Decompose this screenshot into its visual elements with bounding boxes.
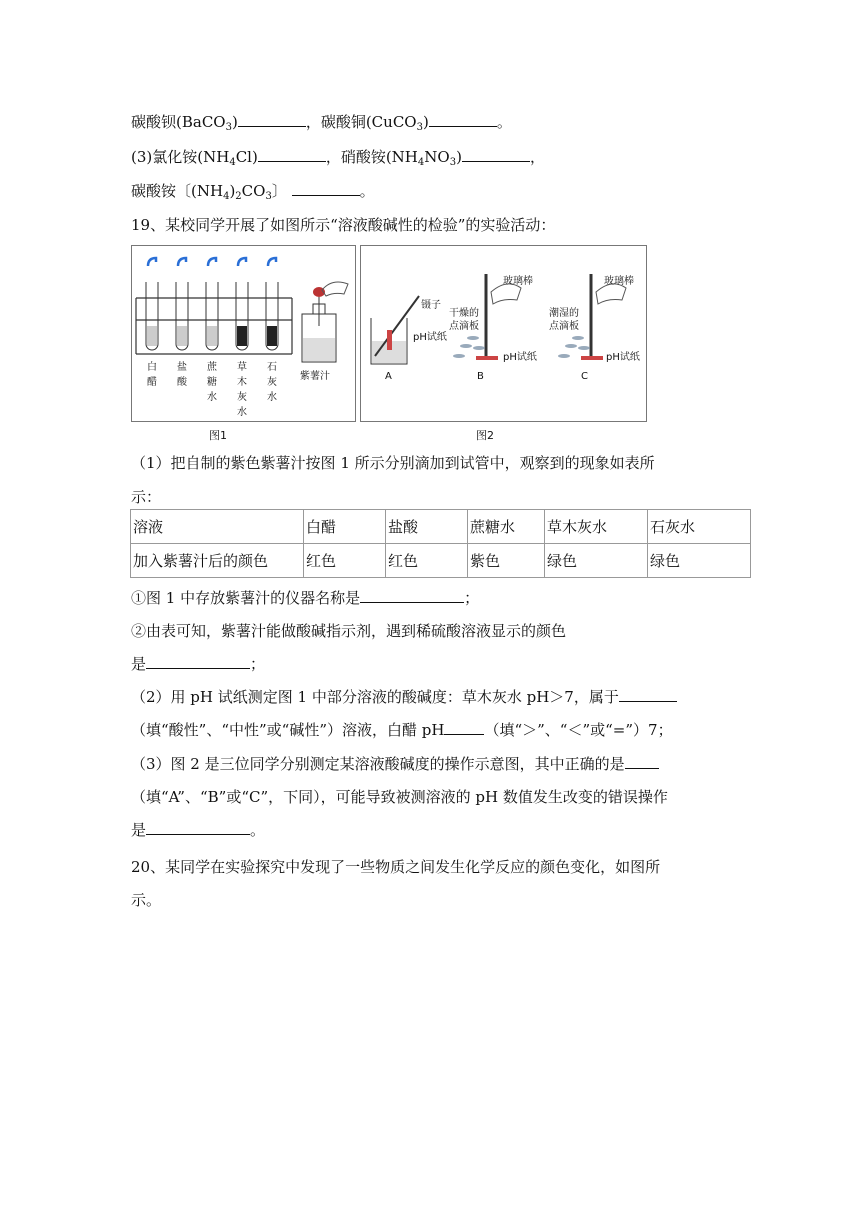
table-cell: 紫色: [468, 544, 545, 578]
answer-blank[interactable]: [292, 180, 360, 196]
question-20: 20、某同学在实验探究中发现了一些物质之间发生化学反应的颜色变化，如图所: [131, 858, 661, 876]
part-3-text: 是 。: [131, 821, 266, 839]
question-19: 19、某校同学开展了如图所示“溶液酸碱性的检验”的实验活动：: [131, 216, 556, 234]
tube-label: 白醋: [147, 362, 157, 388]
table-cell: 溶液: [131, 510, 304, 544]
option-b-letter: B: [477, 371, 484, 382]
ph-paper-label: pH试纸: [413, 332, 447, 343]
table-cell: 绿色: [545, 544, 648, 578]
part-1-text: 示：: [131, 488, 162, 506]
part-3-text: （填“A”、“B”或“C”，下同），可能导致被测溶液的 pH 数值发生改变的错误操作: [131, 788, 668, 806]
wet-label: 潮湿的: [549, 308, 579, 319]
answer-blank[interactable]: [619, 686, 677, 702]
dropper-icon: [268, 258, 276, 266]
table-cell: 绿色: [648, 544, 751, 578]
dropper-icon: [208, 258, 216, 266]
part-2-text: （2）用 pH 试纸测定图 1 中部分溶液的酸碱度：草木灰水 pH＞7，属于: [131, 686, 677, 708]
table-cell: 盐酸: [386, 510, 468, 544]
table-cell: 白醋: [304, 510, 386, 544]
table-row: [131, 544, 751, 578]
table-cell: 红色: [386, 544, 468, 578]
part-2-text: （填“酸性”、“中性”或“碱性”）溶液，白醋 pH （填“＞”、“＜”或“=”）7；: [131, 721, 673, 739]
dry-label: 干燥的: [449, 308, 479, 319]
table-cell: 加入紫薯汁后的颜色: [131, 544, 304, 578]
answer-blank[interactable]: [625, 753, 659, 769]
option-c-letter: C: [581, 371, 588, 382]
answer-blank[interactable]: [360, 587, 464, 603]
answer-blank[interactable]: [146, 819, 250, 835]
answer-blank[interactable]: [146, 653, 250, 669]
spot-plate-label: 点滴板: [449, 321, 479, 332]
answer-blank[interactable]: [258, 146, 326, 162]
answer-blank[interactable]: [444, 719, 484, 735]
tube-label: 盐酸: [177, 362, 187, 388]
glass-rod-label: 玻璃棒: [503, 276, 533, 287]
part-3-text: （3）图 2 是三位同学分别测定某溶液酸碱度的操作示意图，其中正确的是: [131, 753, 659, 775]
answer-blank[interactable]: [238, 111, 306, 127]
ph-paper-label: pH试纸: [503, 352, 537, 363]
line-barium-copper-carbonate: 碳酸钡(BaCO$_3$) ，碳酸铜(CuCO$_3$) 。: [131, 113, 512, 133]
tube-liquid: [147, 326, 157, 346]
dropper-icon: [178, 258, 186, 266]
table-cell: 蔗糖水: [468, 510, 545, 544]
tube-liquid: [267, 326, 277, 346]
bottle-label: 紫薯汁: [300, 371, 330, 382]
tube-label: 草木灰水: [237, 362, 247, 418]
figure-1: [131, 245, 356, 422]
table-cell: 石灰水: [648, 510, 751, 544]
ph-paper-label: pH试纸: [606, 352, 640, 363]
figure-2-caption: 图2: [476, 429, 494, 442]
option-a-letter: A: [385, 371, 392, 382]
spot-plate-label: 点滴板: [549, 321, 579, 332]
sub-question-2-cont: 是 ；: [131, 655, 266, 673]
table-cell: 草木灰水: [545, 510, 648, 544]
question-20-cont: 示。: [131, 891, 162, 909]
sub-question-2: ②由表可知，紫薯汁能做酸碱指示剂，遇到稀硫酸溶液显示的颜色: [131, 622, 567, 640]
part-1-text: （1）把自制的紫色紫薯汁按图 1 所示分别滴加到试管中，观察到的现象如表所: [131, 454, 655, 472]
line-ammonium-salts: (3)氯化铵$(NH_4Cl)$ ，硝酸铵$(NH_4NO_3)$ ，: [131, 148, 545, 168]
answer-blank[interactable]: [462, 146, 530, 162]
tweezers-label: 镊子: [421, 300, 441, 311]
table-cell: 红色: [304, 544, 386, 578]
table-row: [131, 510, 751, 544]
tube-label: 石灰水: [267, 362, 277, 403]
tube-liquid: [177, 326, 187, 346]
tube-label: 蔗糖水: [207, 362, 217, 403]
sub-question-1: ①图 1 中存放紫薯汁的仪器名称是 ；: [131, 589, 480, 607]
line-ammonium-carbonate: 碳酸铵〔$(NH_4)_2CO_3$〕 。: [131, 182, 375, 202]
tube-liquid: [207, 326, 217, 346]
dropper-icon: [238, 258, 246, 266]
answer-blank[interactable]: [429, 111, 497, 127]
figure-1-caption: 图1: [209, 429, 227, 442]
figure-2: [360, 245, 647, 422]
tube-liquid: [237, 326, 247, 346]
observation-table: [130, 509, 751, 578]
glass-rod-label: 玻璃棒: [604, 276, 634, 287]
dropper-icon: [148, 258, 156, 266]
